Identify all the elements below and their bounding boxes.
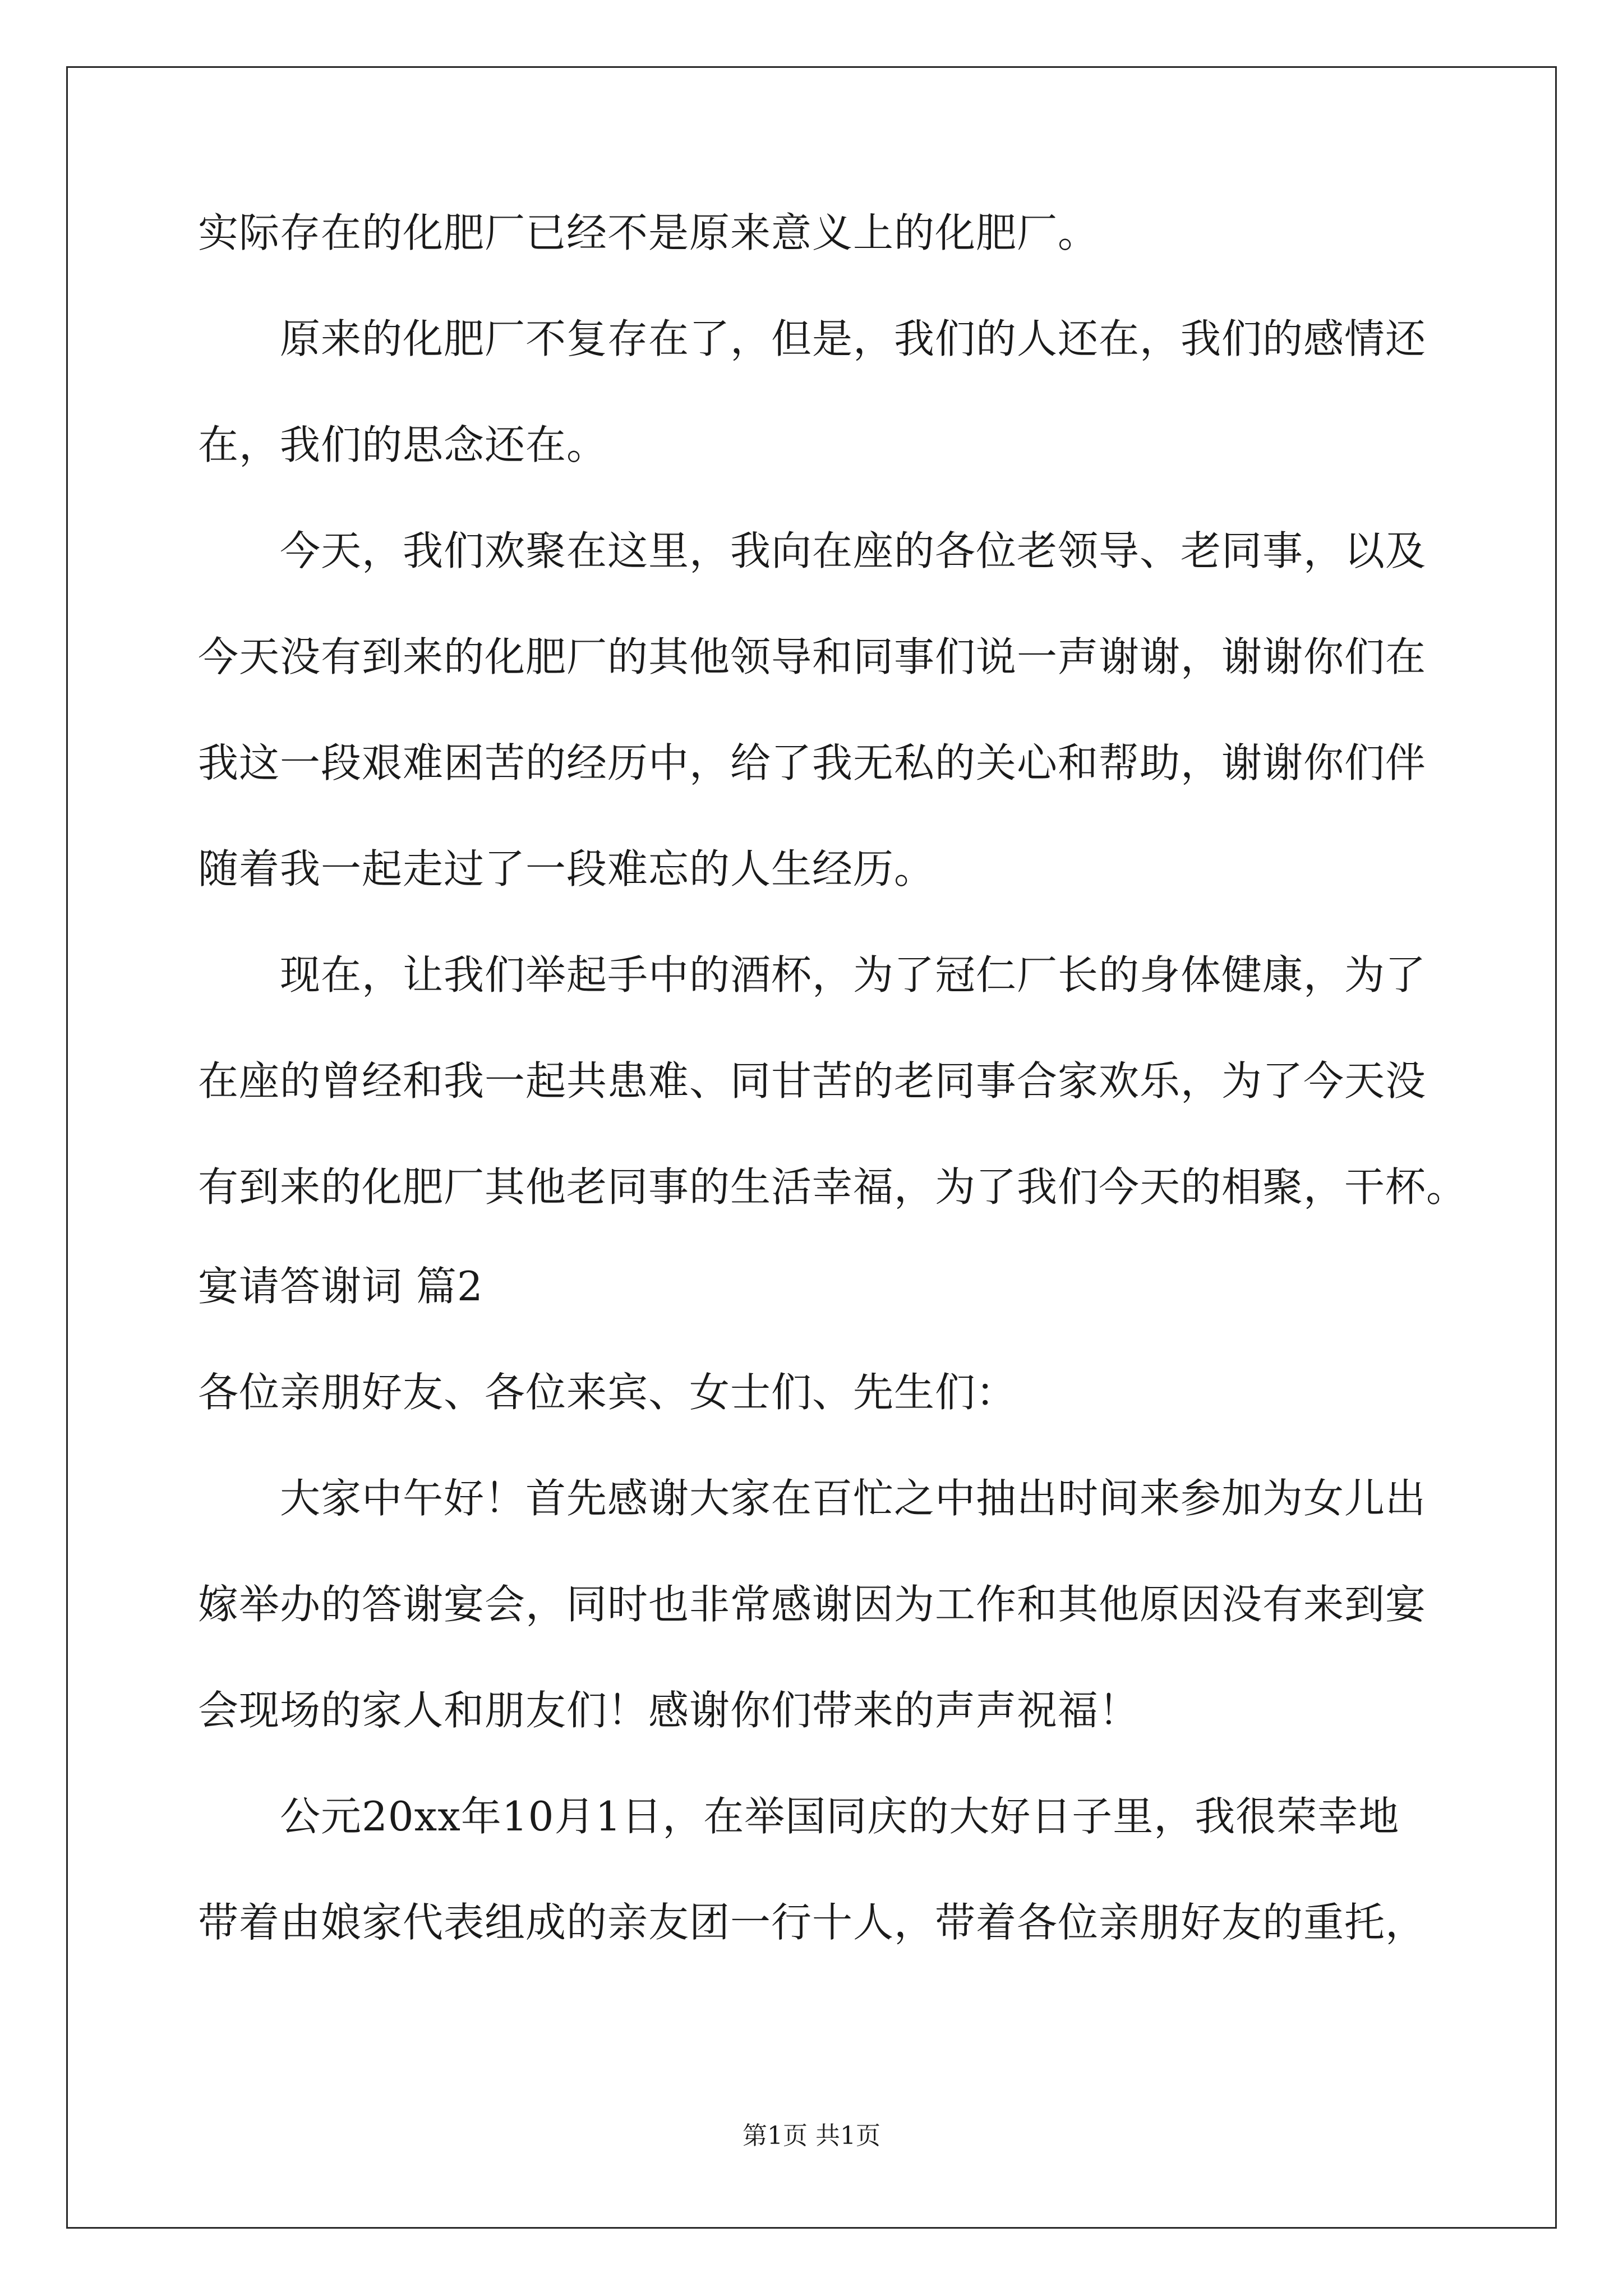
text-line: 会现场的家人和朋友们！感谢你们带来的声声祝福！ <box>198 1687 1140 1734</box>
text-line: 实际存在的化肥厂已经不是原来意义上的化肥厂。 <box>198 209 1099 256</box>
section-heading: 宴请答谢词 篇2 <box>198 1263 483 1310</box>
text-line: 有到来的化肥厂其他老同事的生活幸福，为了我们今天的相聚，干杯。 <box>198 1163 1468 1211</box>
text-line: 嫁举办的答谢宴会，同时也非常感谢因为工作和其他原因没有来到宴 <box>198 1581 1427 1628</box>
text-line: 带着由娘家代表组成的亲友团一行十人，带着各位亲朋好友的重托， <box>198 1899 1427 1946</box>
page-number-footer: 第1页 共1页 <box>743 2122 880 2150</box>
paragraph-start-line: 现在，让我们举起手中的酒杯，为了冠仁厂长的身体健康，为了 <box>280 951 1427 999</box>
paragraph-start-line: 大家中午好！首先感谢大家在百忙之中抽出时间来参加为女儿出 <box>280 1475 1427 1522</box>
text-line: 在座的曾经和我一起共患难、同甘苦的老同事合家欢乐，为了今天没 <box>198 1057 1427 1105</box>
text-line: 在，我们的思念还在。 <box>198 421 608 468</box>
paragraph-start-line: 公元20xx年10月1日，在举国同庆的大好日子里，我很荣幸地 <box>280 1793 1400 1840</box>
text-line: 随着我一起走过了一段难忘的人生经历。 <box>198 845 935 892</box>
paragraph-start-line: 原来的化肥厂不复存在了，但是，我们的人还在，我们的感情还 <box>280 315 1427 362</box>
text-line: 今天没有到来的化肥厂的其他领导和同事们说一声谢谢，谢谢你们在 <box>198 633 1427 680</box>
text-line: 我这一段艰难困苦的经历中，给了我无私的关心和帮助，谢谢你们伴 <box>198 739 1427 786</box>
paragraph-start-line: 今天，我们欢聚在这里，我向在座的各位老领导、老同事，以及 <box>280 527 1427 574</box>
salutation: 各位亲朋好友、各位来宾、女士们、先生们： <box>198 1369 1017 1416</box>
